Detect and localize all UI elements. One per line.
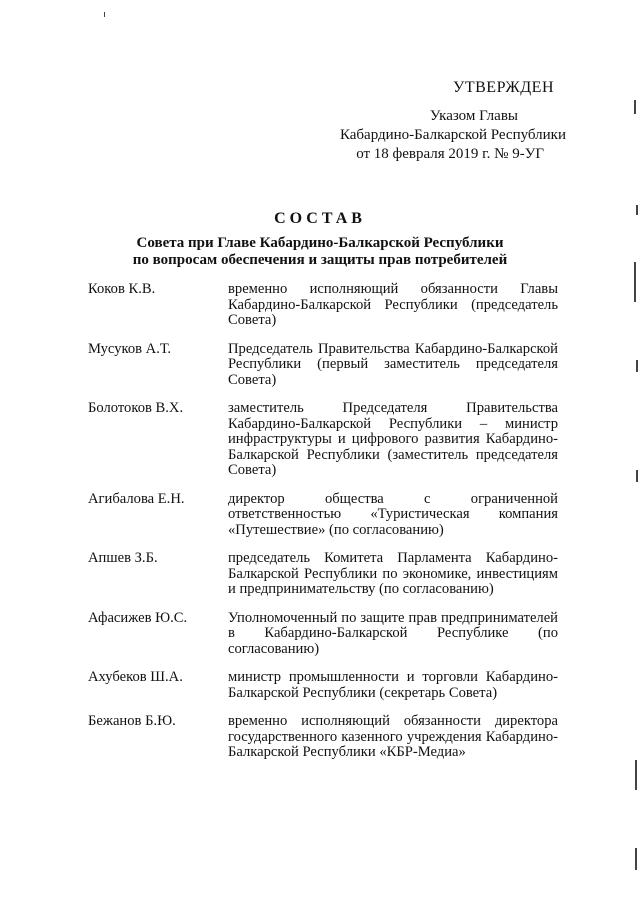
scan-mark bbox=[104, 12, 105, 17]
member-name: Мусуков А.Т. bbox=[88, 340, 171, 357]
member-role: Уполномоченный по защите прав предпринимателей в Кабардино-Балкарской Республике (по согласованию) bbox=[228, 609, 558, 657]
scan-mark bbox=[635, 848, 637, 870]
member-name: Коков К.В. bbox=[88, 281, 156, 297]
member-row bbox=[88, 401, 558, 479]
member-row bbox=[88, 670, 558, 701]
document-subtitle-line2: по вопросам обеспечения и защиты прав потребителей bbox=[132, 252, 508, 268]
approval-line-decree: Указом Главы bbox=[429, 108, 518, 124]
member-row bbox=[88, 282, 558, 329]
member-name: Бежанов Б.Ю. bbox=[88, 713, 176, 729]
members-list bbox=[88, 282, 558, 761]
member-row bbox=[88, 714, 558, 761]
document-title: СОСТАВ bbox=[274, 210, 366, 227]
member-role: министр промышленности и торговли Кабардино-Балкарской Республики (секретарь Совета) bbox=[228, 669, 558, 701]
member-row bbox=[88, 492, 558, 539]
approval-line-date: от 18 февраля 2019 г. № 9-УГ bbox=[356, 146, 544, 162]
member-name: Ахубеков Ш.А. bbox=[88, 669, 183, 685]
member-role: заместитель Председателя Правительства Кабардино-Балкарской Республики – министр инфраструктуры и цифрового развития Кабардино-Балкарской Республики (заместитель председателя Совета) bbox=[228, 400, 558, 478]
member-row bbox=[88, 551, 558, 598]
member-role: Председатель Правительства Кабардино-Балкарской Республики (первый заместитель председателя Совета) bbox=[228, 340, 558, 388]
member-role: временно исполняющий обязанности Главы Кабардино-Балкарской Республики (председатель Совета) bbox=[228, 281, 558, 328]
scan-mark bbox=[635, 760, 637, 790]
member-name: Болотоков В.Х. bbox=[88, 400, 184, 416]
scan-mark bbox=[636, 360, 638, 372]
approval-title: УТВЕРЖДЕН bbox=[453, 79, 554, 96]
member-name: Агибалова Е.Н. bbox=[88, 490, 185, 507]
document-subtitle-line1: Совета при Главе Кабардино-Балкарской Республики bbox=[136, 235, 504, 251]
member-row bbox=[88, 611, 558, 658]
document-heading bbox=[70, 210, 570, 269]
member-role: председатель Комитета Парламента Кабардино-Балкарской Республики по экономике, инвестициям и предпринимательству (по согласованию) bbox=[228, 550, 558, 597]
scan-mark bbox=[636, 470, 638, 482]
member-role: директор общества с ограниченной ответственностью «Туристическая компания «Путешествие» (по согласованию) bbox=[228, 490, 558, 538]
approval-stamp bbox=[316, 78, 566, 164]
scan-mark bbox=[634, 262, 636, 302]
member-name: Апшев З.Б. bbox=[88, 550, 158, 566]
member-name: Афасижев Ю.С. bbox=[88, 609, 188, 626]
approval-line-republic: Кабардино-Балкарской Республики bbox=[339, 127, 566, 143]
member-role: временно исполняющий обязанности директора государственного казенного учреждения Кабардино-Балкарской Республики «КБР-Медиа» bbox=[228, 713, 558, 760]
scan-mark bbox=[634, 100, 636, 114]
scan-mark bbox=[636, 205, 638, 215]
member-row bbox=[88, 342, 558, 389]
